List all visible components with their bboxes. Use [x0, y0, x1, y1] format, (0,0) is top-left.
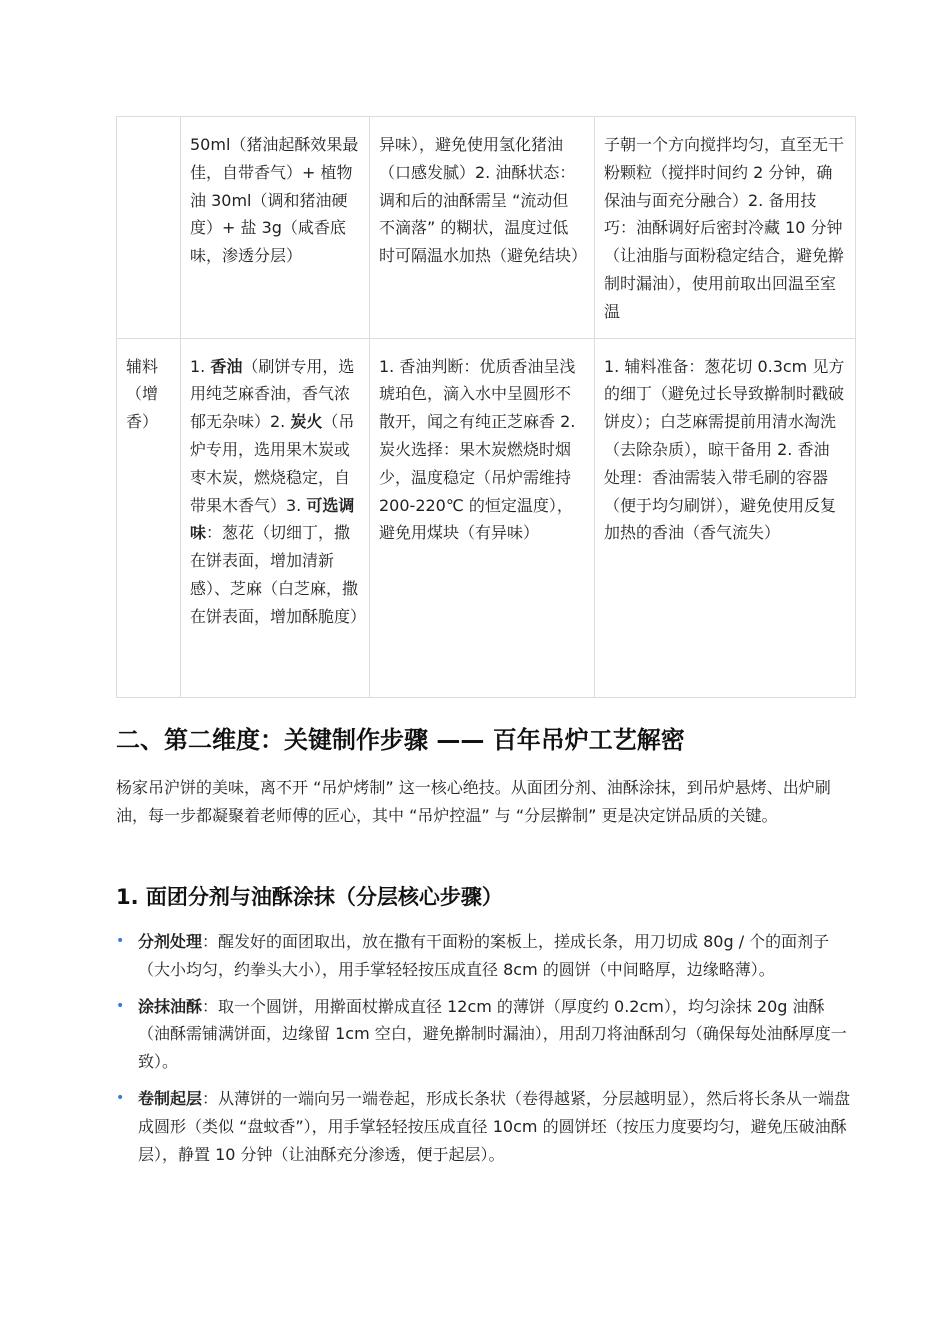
item-text: （吊炉专用，选用果木炭或枣木炭，燃烧稳定，自带果木香气）3. [190, 412, 355, 515]
step-label: 分剂处理 [138, 932, 203, 951]
step-label: 涂抹油酥 [138, 996, 203, 1016]
step-text: ：醒发好的面团取出，放在撒有干面粉的案板上，搓成长条，用刀切成 80g / 个的面剂子（大小均匀，约拳头大小），用手掌轻轻按压成直径 8cm 的圆饼（中间略厚，边缘略薄）。 [138, 932, 830, 979]
table-cell-category: 辅料（增香） [117, 338, 181, 697]
item-number: 1. [190, 356, 211, 376]
table-row [117, 338, 856, 697]
item-label-optional-seasoning: 可选调味 [190, 495, 355, 543]
bullet-icon: • [116, 1089, 125, 1106]
step-text: ：取一个圆饼，用擀面杖擀成直径 12cm 的薄饼（厚度约 0.2cm），均匀涂抹 20g 油酥（油酥需铺满饼面，边缘留 1cm 空白，避免擀制时漏油），用刮刀将油酥刮匀（确保每处油酥厚度一致）。 [138, 996, 847, 1072]
section-heading: 二、第二维度：关键制作步骤 —— 百年吊炉工艺解密 [116, 726, 685, 754]
list-item [116, 928, 855, 984]
table-row [117, 117, 856, 339]
bullet-icon: • [116, 933, 125, 949]
subsection-heading: 1. 面团分剂与油酥涂抹（分层核心步骤） [116, 885, 503, 909]
table-cell-ingredients [181, 338, 370, 697]
list-item [116, 993, 855, 1076]
list-item [116, 1085, 855, 1168]
table-cell-ingredients: 50ml（猪油起酥效果最佳，自带香气）+ 植物油 30ml（调和猪油硬度）+ 盐 3g（咸香底味，渗透分层） [181, 117, 370, 339]
document-page [116, 116, 855, 1164]
item-text: （刷饼专用，选用纯芝麻香油，香气浓郁无杂味）2. [190, 356, 355, 432]
item-text: ：葱花（切细丁，撒在饼表面，增加清新感）、芝麻（白芝麻，撒在饼表面，增加酥脆度） [190, 523, 367, 626]
table-cell-quality: 1. 香油判断：优质香油呈浅琥珀色，滴入水中呈圆形不散开，闻之有纯正芝麻香 2. 炭火选择：果木炭燃烧时烟少，温度稳定（吊炉需维持 200-220℃ 的恒定温度），避免用煤块（有异味） [370, 338, 595, 697]
table-cell-tips: 1. 辅料准备：葱花切 0.3cm 见方的细丁（避免过长导致擀制时戳破饼皮）；白芝麻需提前用清水淘洗（去除杂质），晾干备用 2. 香油处理：香油需装入带毛刷的容器（便于均匀刷饼），避免使用反复加热的香油（香气流失） [595, 338, 856, 697]
step-label: 卷制起层 [138, 1088, 203, 1108]
step-text: ：从薄饼的一端向另一端卷起，形成长条状（卷得越紧，分层越明显），然后将长条从一端盘成圆形（类似 “盘蚊香”），用手掌轻轻按压成直径 10cm 的圆饼坯（按压力度要均匀，避免压破油酥层），静置 10 分钟（让油酥充分渗透，便于起层）。 [138, 1088, 851, 1164]
item-label-charcoal: 炭火 [290, 412, 323, 432]
section-intro: 杨家吊沪饼的美味，离不开 “吊炉烤制” 这一核心绝技。从面团分剂、油酥涂抹，到吊炉悬烤、出炉刷油，每一步都凝聚着老师傅的匠心，其中 “吊炉控温” 与 “分层擀制” 更是决定饼品质的关键。 [116, 778, 831, 825]
table-cell-category [117, 117, 181, 339]
item-label-sesame-oil: 香油 [210, 356, 243, 376]
table-cell-quality: 异味），避免使用氢化猪油（口感发腻）2. 油酥状态：调和后的油酥需呈 “流动但不滴落” 的糊状，温度过低时可隔温水加热（避免结块） [370, 117, 595, 339]
bullet-icon: • [116, 997, 125, 1014]
ingredients-table [116, 116, 856, 698]
steps-list [116, 928, 855, 1177]
table-cell-tips: 子朝一个方向搅拌均匀，直至无干粉颗粒（搅拌时间约 2 分钟，确保油与面充分融合）2. 备用技巧：油酥调好后密封冷藏 10 分钟（让油脂与面粉稳定结合，避免擀制时漏油），使用前取出回温至室温 [595, 117, 856, 339]
